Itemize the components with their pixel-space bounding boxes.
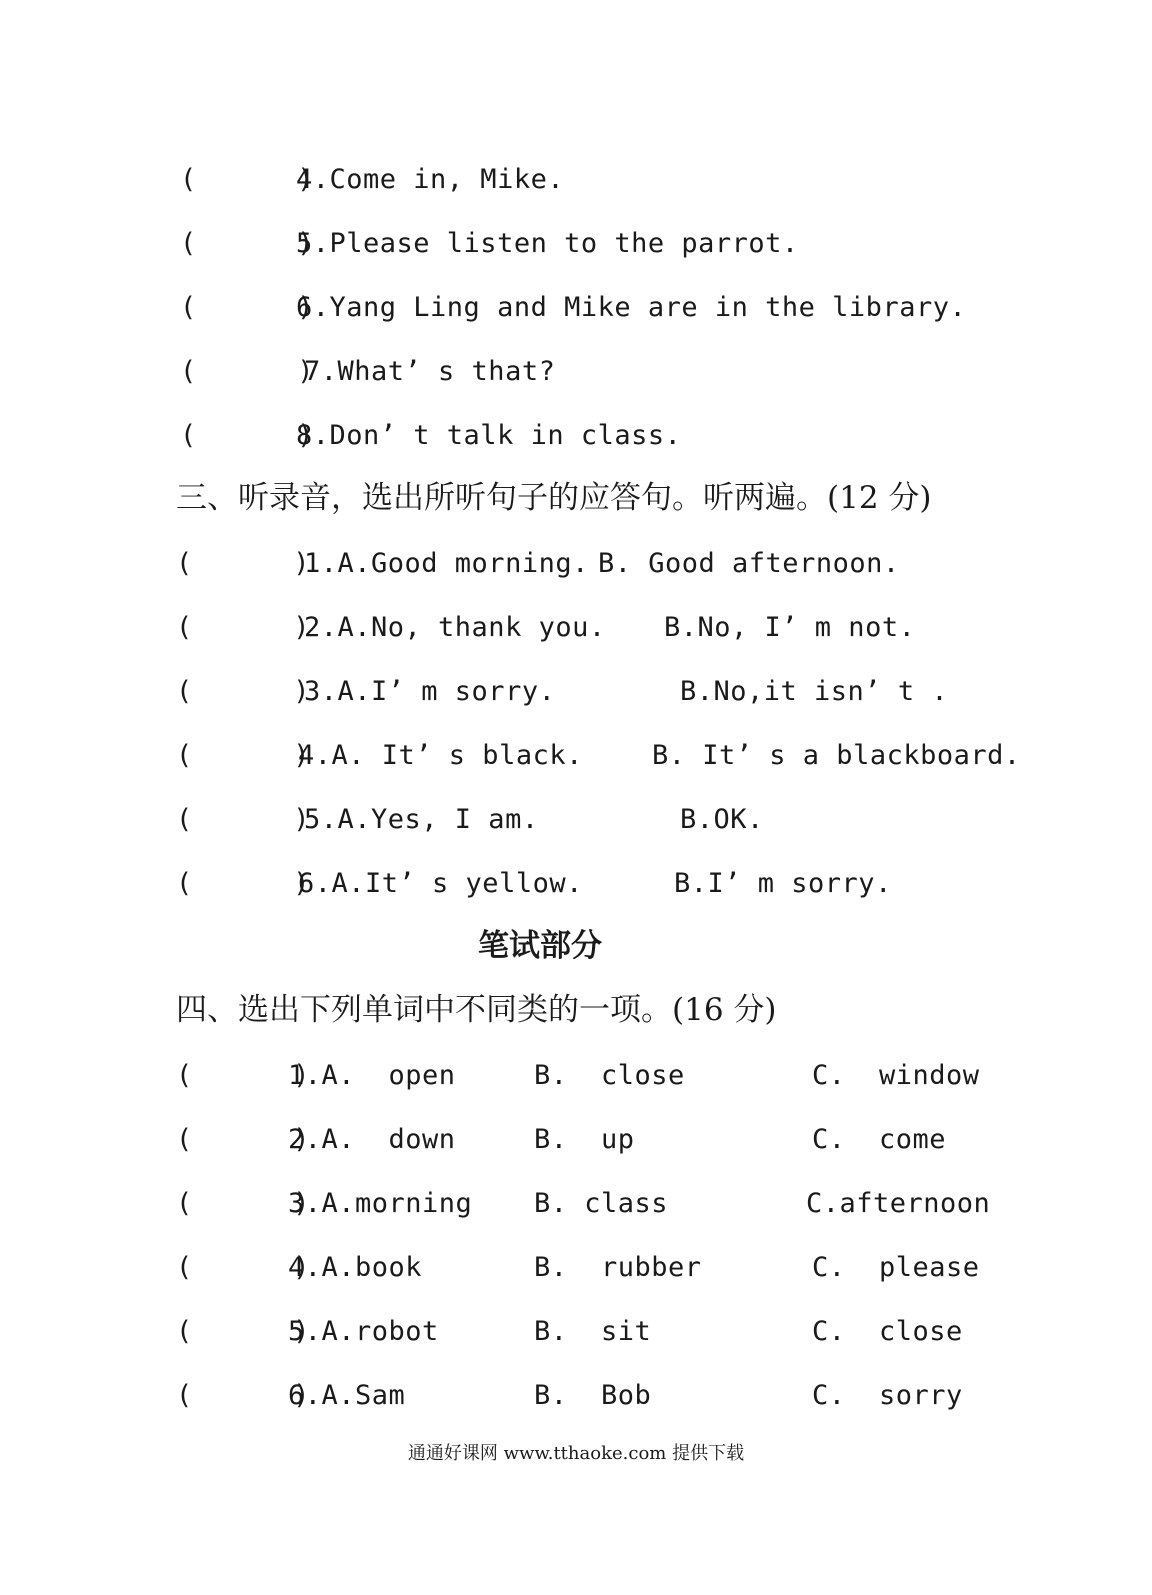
answer-blank[interactable]: ( )	[176, 1252, 311, 1283]
option-b: B.I’ m sorry.	[674, 868, 892, 899]
option-a: 6.A.It’ s yellow.	[298, 868, 583, 899]
option-c: C. close	[812, 1316, 963, 1347]
list-item	[0, 864, 1152, 904]
section-heading: 三、听录音，选出所听句子的应答句。听两遍。(12 分)	[176, 480, 932, 516]
answer-blank[interactable]: ( )	[176, 548, 311, 579]
question-text: 5.Please listen to the parrot.	[296, 228, 799, 259]
option-a: 1.A. open	[288, 1060, 456, 1091]
list-item	[0, 1056, 1152, 1096]
answer-blank[interactable]: ( )	[176, 1124, 311, 1155]
answer-blank[interactable]: ( )	[176, 1316, 311, 1347]
option-a: 2.A. down	[288, 1124, 456, 1155]
option-c: C.afternoon	[806, 1188, 991, 1219]
answer-blank[interactable]: ( )	[180, 164, 315, 195]
list-item	[0, 672, 1152, 712]
answer-blank[interactable]: ( )	[176, 804, 311, 835]
list-item	[0, 608, 1152, 648]
option-a: 5.A.Yes, I am.	[304, 804, 539, 835]
list-item	[0, 1376, 1152, 1416]
option-b: B. Bob	[534, 1380, 652, 1411]
option-a: 4.A. It’ s black.	[298, 740, 583, 771]
option-b: B.No, I’ m not.	[664, 612, 916, 643]
answer-blank[interactable]: ( )	[176, 740, 311, 771]
answer-blank[interactable]: ( )	[176, 1188, 311, 1219]
option-a: 5.A.robot	[288, 1316, 439, 1347]
answer-blank[interactable]: ( )	[176, 676, 311, 707]
list-item	[0, 352, 1152, 392]
option-b: B.OK.	[680, 804, 764, 835]
list-item	[0, 1184, 1152, 1224]
list-item	[0, 800, 1152, 840]
section-heading: 四、选出下列单词中不同类的一项。(16 分)	[176, 992, 777, 1028]
option-a: 1.A.Good morning.	[304, 548, 589, 579]
question-text: 8.Don’ t talk in class.	[296, 420, 682, 451]
option-c: C. please	[812, 1252, 980, 1283]
answer-blank[interactable]: ( )	[176, 612, 311, 643]
option-c: C. window	[812, 1060, 980, 1091]
question-text: 7.What’ s that?	[304, 356, 556, 387]
option-b: B. Good afternoon.	[598, 548, 900, 579]
list-item	[0, 736, 1152, 776]
option-b: B. sit	[534, 1316, 652, 1347]
option-a: 4.A.book	[288, 1252, 423, 1283]
answer-blank[interactable]: ( )	[176, 1060, 311, 1091]
answer-blank[interactable]: ( )	[180, 420, 315, 451]
option-b: B. It’ s a blackboard.	[652, 740, 1021, 771]
option-b: B. rubber	[534, 1252, 702, 1283]
list-item	[0, 544, 1152, 584]
option-b: B. class	[534, 1188, 669, 1219]
part-title: 笔试部分	[478, 928, 602, 964]
option-b: B. close	[534, 1060, 685, 1091]
option-a: 6.A.Sam	[288, 1380, 406, 1411]
list-item	[0, 224, 1152, 264]
option-c: C. come	[812, 1124, 947, 1155]
list-item	[0, 1248, 1152, 1288]
list-item	[0, 288, 1152, 328]
answer-blank[interactable]: ( )	[176, 1380, 311, 1411]
page-footer: 通通好课网 www.tthaoke.com 提供下载	[407, 1443, 745, 1464]
list-item	[0, 160, 1152, 200]
option-c: C. sorry	[812, 1380, 963, 1411]
option-a: 3.A.I’ m sorry.	[304, 676, 556, 707]
answer-blank[interactable]: ( )	[180, 292, 315, 323]
question-text: 4.Come in, Mike.	[296, 164, 565, 195]
option-b: B.No,it isn’ t .	[680, 676, 949, 707]
answer-blank[interactable]: ( )	[176, 868, 311, 899]
list-item	[0, 1120, 1152, 1160]
list-item	[0, 416, 1152, 456]
list-item	[0, 1312, 1152, 1352]
option-b: B. up	[534, 1124, 635, 1155]
answer-blank[interactable]: ( )	[180, 356, 315, 387]
question-text: 6.Yang Ling and Mike are in the library.	[296, 292, 967, 323]
option-a: 2.A.No, thank you.	[304, 612, 606, 643]
option-a: 3.A.morning	[288, 1188, 473, 1219]
answer-blank[interactable]: ( )	[180, 228, 315, 259]
